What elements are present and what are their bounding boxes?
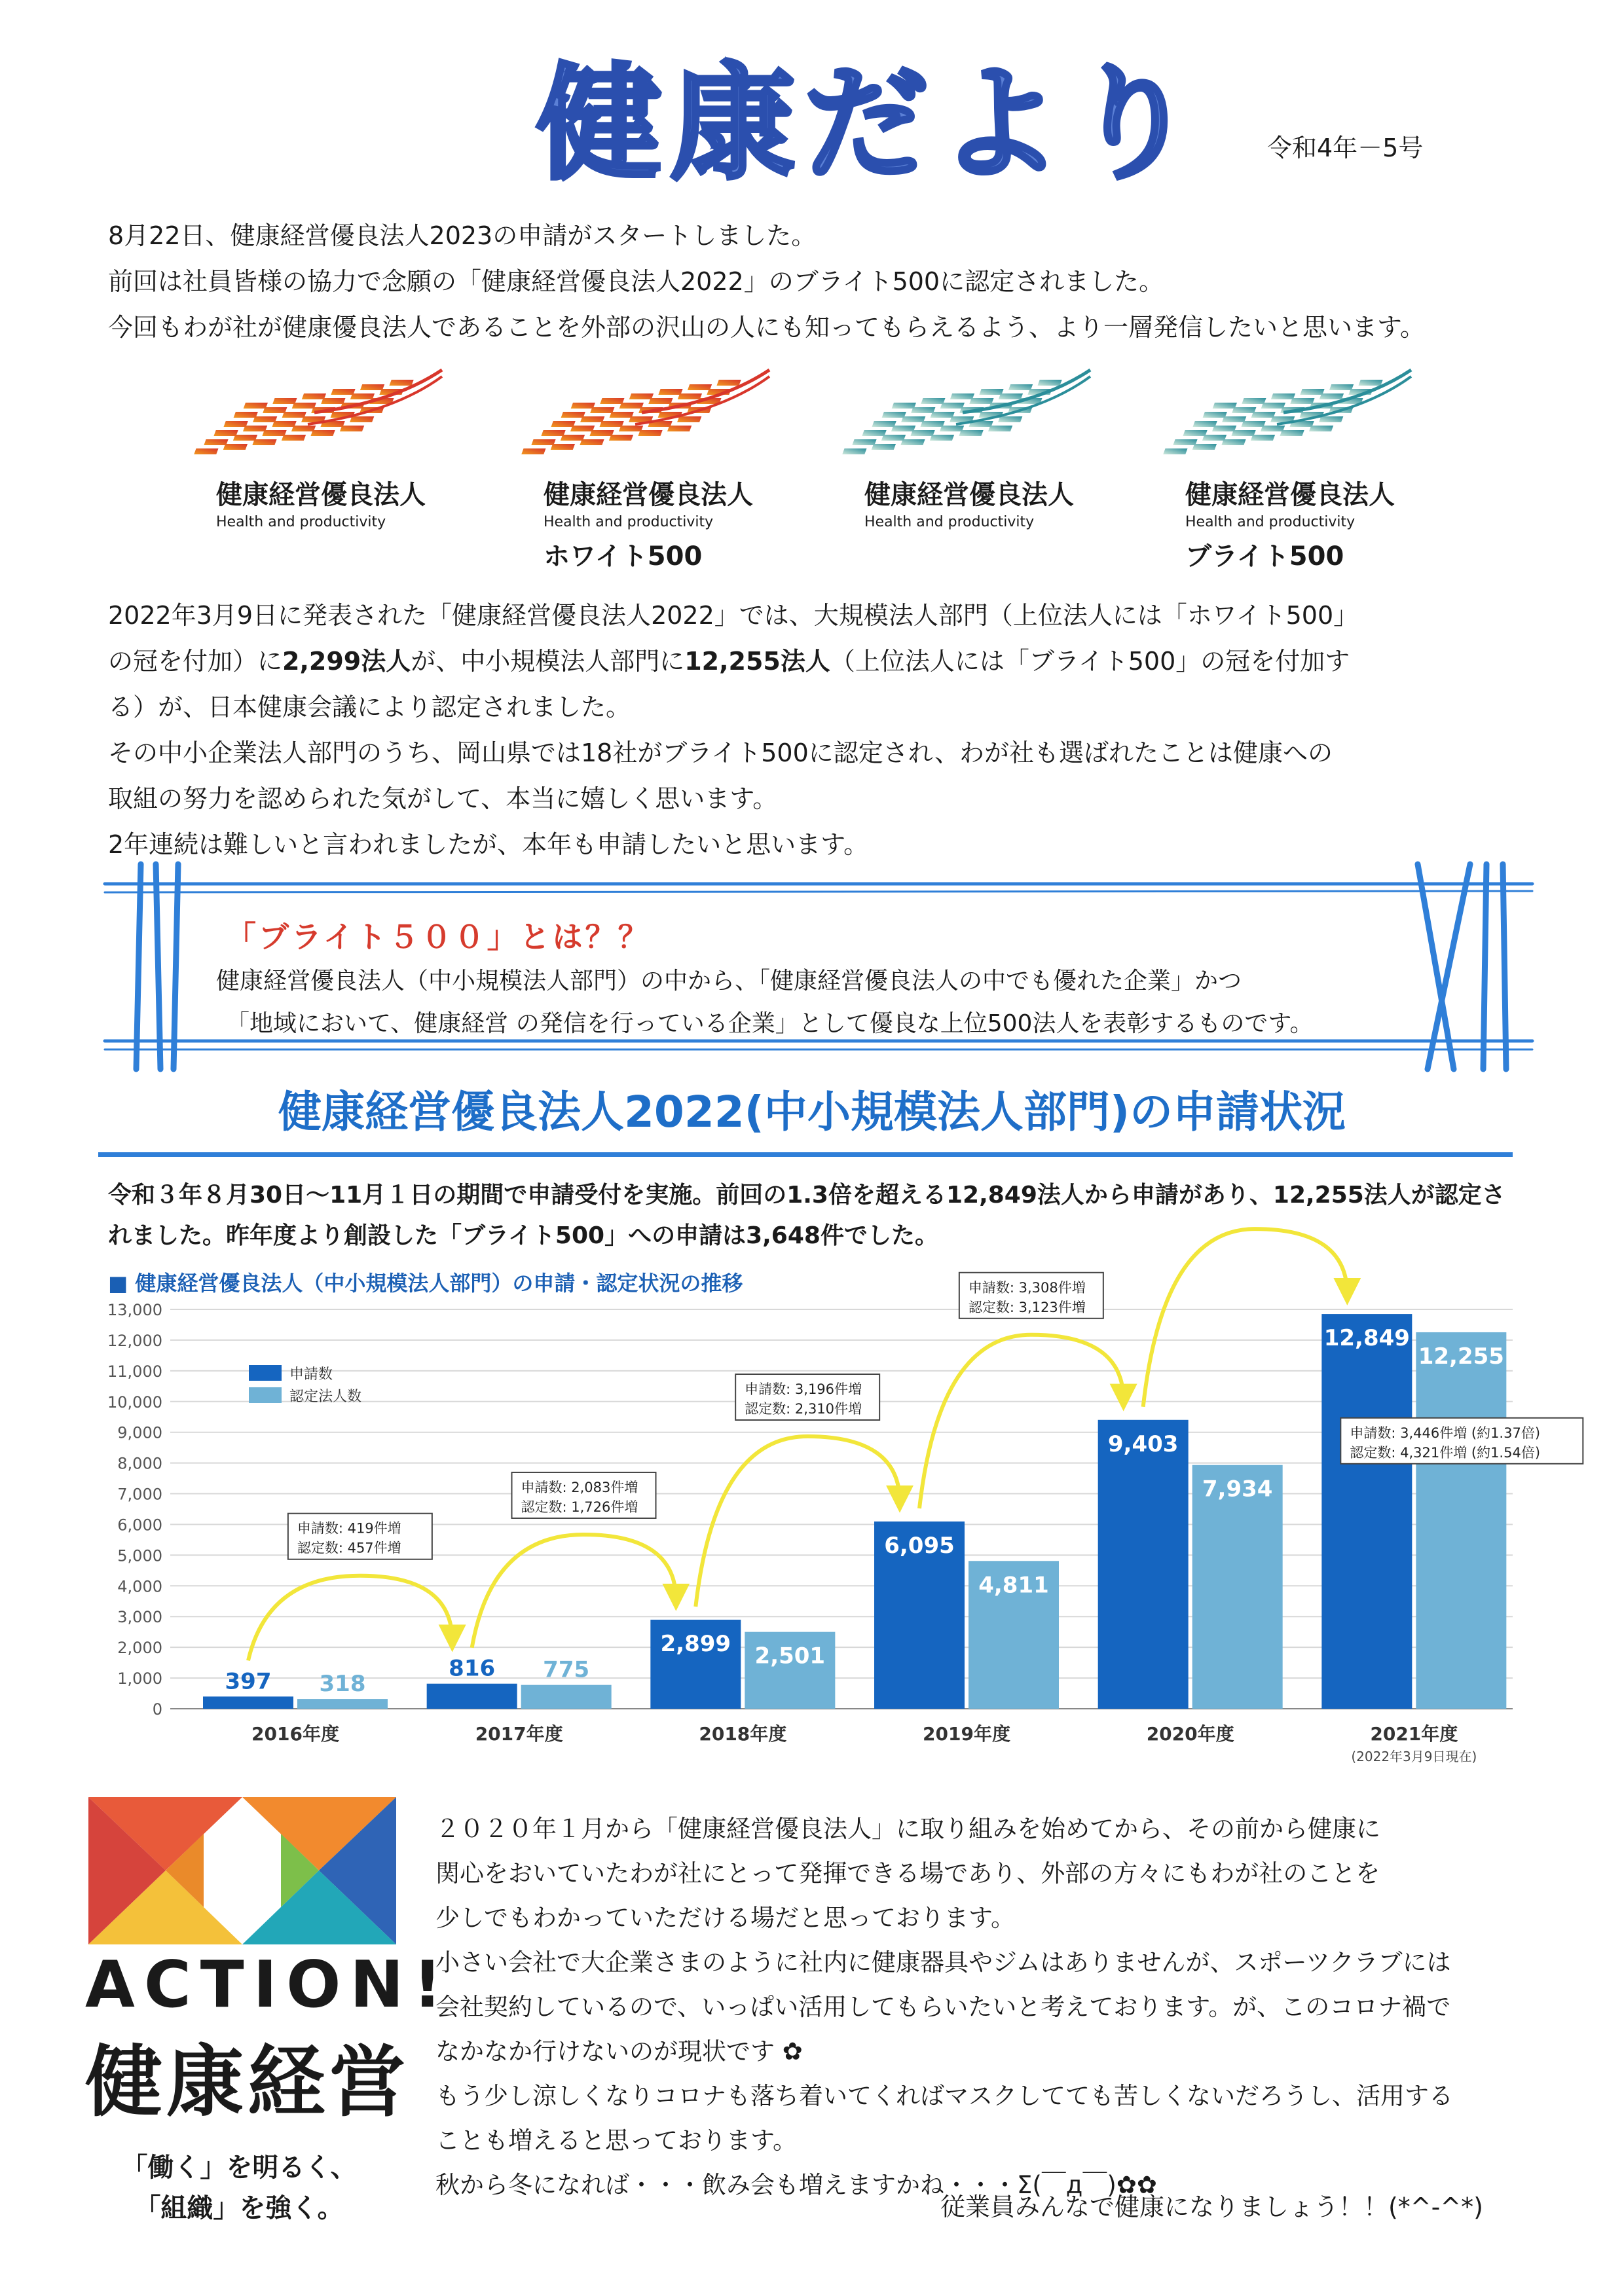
ribbon-stripe bbox=[1193, 421, 1217, 427]
ribbon-stripe bbox=[282, 435, 306, 441]
ribbon-stripe bbox=[940, 426, 964, 431]
ribbon-stripe bbox=[998, 416, 1022, 422]
ribbon-stripe bbox=[263, 407, 287, 413]
ribbon-stripe bbox=[931, 412, 955, 418]
intro-paragraph bbox=[108, 213, 1425, 350]
ribbon-stripe bbox=[1212, 426, 1236, 431]
ribbon-stripe bbox=[910, 430, 934, 436]
ribbon-stripe bbox=[1203, 412, 1227, 418]
ribbon-stripe bbox=[521, 448, 545, 454]
bar-certified bbox=[297, 1699, 388, 1709]
bar-applications bbox=[427, 1684, 517, 1709]
data-label: 318 bbox=[319, 1671, 366, 1698]
logo-english: Health and productivity bbox=[1185, 514, 1356, 530]
annotation-text: 認定数: 1,726件増 bbox=[521, 1499, 638, 1515]
ribbon-stripe bbox=[921, 421, 945, 427]
ribbon-stripe bbox=[881, 435, 906, 441]
y-tick-label: 10,000 bbox=[107, 1393, 162, 1412]
body-line: る）が、日本健康会議により認定されました。 bbox=[108, 693, 631, 721]
y-tick-label: 11,000 bbox=[107, 1362, 162, 1381]
data-label: 2,501 bbox=[754, 1643, 826, 1669]
bright-500-text: 「地域において、健康経営 の発信を行っている企業」として優良な上位500法人を表彰するものです。 bbox=[226, 1010, 1314, 1037]
flower-icon: ✿ bbox=[775, 2037, 803, 2066]
logo-english: Health and productivity bbox=[864, 514, 1035, 530]
ribbon-stripe bbox=[1261, 403, 1285, 409]
ribbon-stripe bbox=[658, 389, 682, 395]
ribbon-stripe bbox=[234, 412, 258, 418]
ribbon-stripe bbox=[204, 439, 228, 445]
ribbon-stripe bbox=[272, 421, 297, 427]
ribbon-stripe bbox=[561, 435, 585, 441]
ribbon-stripe bbox=[1242, 421, 1266, 427]
ribbon-stripe bbox=[950, 393, 974, 399]
ribbon-stripe bbox=[688, 384, 712, 390]
chart-title: ■ 健康経営優良法人（中小規模法人部門）の申請・認定状況の推移 bbox=[108, 1271, 743, 1296]
annotation-text: 認定数: 3,123件増 bbox=[968, 1299, 1086, 1315]
y-tick-label: 12,000 bbox=[107, 1331, 162, 1350]
annotation-text: 申請数: 2,083件増 bbox=[521, 1479, 638, 1495]
ribbon-stripe bbox=[1242, 398, 1266, 404]
section-divider bbox=[98, 1152, 1513, 1157]
ribbon-stripe bbox=[1251, 412, 1276, 418]
intro-line: 前回は社員皆様の協力で念願の「健康経営優良法人2022」のブライト500に認定されました。 bbox=[108, 267, 1164, 296]
body-line: 2022年3月9日に発表された「健康経営優良法人2022」では、大規模法人部門（上位法人には「ホワイト500」 bbox=[108, 601, 1359, 630]
ribbon-stripe bbox=[224, 421, 248, 427]
ribbon-stripe bbox=[1222, 416, 1246, 422]
ribbon-stripe bbox=[1271, 393, 1295, 399]
data-label: 7,934 bbox=[1202, 1476, 1273, 1503]
logo-bright-500 bbox=[1185, 367, 1434, 573]
ribbon-stripe bbox=[571, 403, 595, 409]
growth-arrow bbox=[472, 1535, 676, 1648]
bright-500-text: 健康経営優良法人（中小規模法人部門）の中から、「健康経営優良法人の中でも優れた企業」かつ bbox=[216, 968, 1242, 994]
intro-line: 8月22日、健康経営優良法人2023の申請がスタートしました。 bbox=[108, 221, 817, 250]
ribbon-stripe bbox=[292, 403, 316, 409]
ribbon-stripe bbox=[1329, 384, 1354, 390]
ribbon-stripe bbox=[541, 430, 565, 436]
y-tick-label: 8,000 bbox=[117, 1454, 162, 1473]
ribbon-stripe bbox=[253, 416, 277, 422]
ribbon-stripe bbox=[911, 407, 935, 413]
ribbon-stripe bbox=[1290, 398, 1314, 404]
slogan-line: 「働く」を明るく、 bbox=[121, 2153, 357, 2183]
y-tick-label: 1,000 bbox=[117, 1669, 162, 1688]
flower-icon: ✿✿ bbox=[1116, 2171, 1157, 2199]
ribbon-stripe bbox=[638, 430, 662, 436]
ribbon-logo-icon bbox=[864, 367, 1100, 465]
x-tick-label: 2016年度 bbox=[251, 1723, 339, 1745]
ribbon-logo-icon bbox=[216, 367, 452, 465]
ribbon-stripe bbox=[360, 384, 384, 390]
ribbon-stripe bbox=[610, 412, 634, 418]
ribbon-stripe bbox=[310, 430, 335, 436]
data-label: 6,095 bbox=[884, 1533, 955, 1559]
ribbon-stripe bbox=[1231, 430, 1255, 436]
ribbon-stripe bbox=[580, 416, 604, 422]
body-line: その中小企業法人部門のうち、岡山県では18社がブライト500に認定され、わが社も選ばれたことは健康への bbox=[108, 738, 1333, 767]
ribbon-stripe bbox=[1202, 435, 1227, 441]
ribbon-stripe bbox=[1221, 439, 1246, 445]
ribbon-stripe bbox=[194, 448, 218, 454]
ribbon-stripe bbox=[1358, 380, 1382, 386]
x-tick-label: 2017年度 bbox=[475, 1723, 563, 1745]
ribbon-stripe bbox=[1309, 426, 1333, 431]
body-line: の冠を付加）に2,299法人が、中小規模法人部門に12,255法人（上位法人には「ブライト500」の冠を付加す bbox=[108, 647, 1350, 676]
data-label: 397 bbox=[225, 1668, 272, 1695]
ribbon-stripe bbox=[842, 448, 866, 454]
ribbon-stripe bbox=[291, 426, 316, 431]
data-label: 2,899 bbox=[660, 1630, 731, 1657]
bar-applications bbox=[203, 1696, 293, 1709]
ribbon-stripe bbox=[667, 426, 692, 431]
ribbon-stripe bbox=[589, 430, 614, 436]
ribbon-stripe bbox=[1261, 426, 1285, 431]
y-tick-label: 13,000 bbox=[107, 1301, 162, 1319]
ribbon-stripe bbox=[930, 435, 954, 441]
y-tick-label: 6,000 bbox=[117, 1516, 162, 1535]
ribbon-stripe bbox=[213, 430, 238, 436]
bar-applications bbox=[1098, 1420, 1189, 1709]
annotation-text: 申請数: 3,446件増 (約1.37倍) bbox=[1350, 1425, 1541, 1441]
ribbon-stripe bbox=[882, 412, 906, 418]
data-label: 12,255 bbox=[1418, 1343, 1504, 1370]
data-label: 775 bbox=[543, 1656, 590, 1683]
x-tick-label: 2019年度 bbox=[923, 1723, 1010, 1745]
ribbon-stripe bbox=[852, 439, 876, 445]
action-label: ACTION! bbox=[85, 1948, 452, 2022]
ribbon-stripe bbox=[331, 389, 355, 395]
action-logo-icon bbox=[88, 1797, 396, 1944]
annotation-text: 認定数: 457件増 bbox=[297, 1540, 401, 1556]
ribbon-stripe bbox=[619, 426, 643, 431]
ribbon-stripe bbox=[531, 439, 555, 445]
x-tick-label: 2020年度 bbox=[1146, 1723, 1234, 1745]
ribbon-stripe bbox=[872, 421, 896, 427]
ribbon-stripe bbox=[350, 393, 375, 399]
y-tick-label: 0 bbox=[152, 1700, 162, 1719]
ribbon-stripe bbox=[223, 444, 248, 450]
ribbon-stripe bbox=[551, 421, 576, 427]
ribbon-stripe bbox=[1163, 448, 1187, 454]
ribbon-stripe bbox=[1213, 403, 1237, 409]
ribbon-stripe bbox=[988, 426, 1012, 431]
ribbon-stripe bbox=[244, 403, 268, 409]
ribbon-stripe bbox=[716, 380, 741, 386]
slogan-line: 「組織」を強く。 bbox=[134, 2193, 344, 2223]
data-label: 4,811 bbox=[978, 1572, 1049, 1599]
ribbon-stripe bbox=[561, 412, 585, 418]
bar-certified bbox=[1416, 1332, 1506, 1709]
ribbon-stripe bbox=[969, 398, 993, 404]
issue-number: 令和4年－5号 bbox=[1267, 134, 1424, 162]
ribbon-stripe bbox=[648, 398, 673, 404]
ribbon-stripe bbox=[570, 426, 595, 431]
y-tick-label: 3,000 bbox=[117, 1608, 162, 1627]
ribbon-logo-icon bbox=[1185, 367, 1421, 465]
data-label: 9,403 bbox=[1107, 1430, 1179, 1457]
ribbon-stripe bbox=[940, 403, 965, 409]
ribbon-stripe bbox=[619, 403, 644, 409]
annotation-text: 認定数: 4,321件増 (約1.54倍) bbox=[1350, 1444, 1541, 1461]
ribbon-logo-icon bbox=[544, 367, 779, 465]
ribbon-stripe bbox=[321, 398, 345, 404]
logo-name: 健康経営優良法人 bbox=[864, 480, 1074, 510]
ribbon-stripe bbox=[900, 439, 925, 445]
logo-rank: ブライト500 bbox=[1185, 541, 1344, 572]
ribbon-stripe bbox=[979, 389, 1003, 395]
ribbon-stripe bbox=[921, 398, 945, 404]
ribbon-stripe bbox=[551, 444, 575, 450]
closing-message: 従業員みんなで健康になりましょう！！(*^-^*) bbox=[940, 2193, 1483, 2221]
y-tick-label: 4,000 bbox=[117, 1577, 162, 1596]
section-text: 令和３年８月30日～11月１日の期間で申請受付を実施。前回の1.3倍を超える12,849法人から申請があり、12,255法人が認定さ れました。昨年度より創設した「ブライト500」への申請は3,648件でした。 bbox=[108, 1182, 1505, 1249]
bar-applications bbox=[1321, 1314, 1412, 1709]
ribbon-stripe bbox=[901, 416, 925, 422]
ribbon-stripe bbox=[629, 393, 654, 399]
y-tick-label: 9,000 bbox=[117, 1423, 162, 1442]
action-kanji: 健康経営 bbox=[85, 2037, 411, 2127]
ribbon-stripe bbox=[1319, 416, 1343, 422]
logo-health-productivity-teal bbox=[864, 367, 1113, 530]
ribbon-stripe bbox=[1173, 439, 1197, 445]
ribbon-stripe bbox=[892, 403, 916, 409]
annotation-text: 申請数: 3,308件増 bbox=[968, 1279, 1086, 1296]
ribbon-stripe bbox=[233, 435, 257, 441]
ribbon-stripe bbox=[1183, 430, 1207, 436]
ribbon-stripe bbox=[262, 430, 286, 436]
logo-name: 健康経営優良法人 bbox=[544, 480, 753, 510]
large-corp-count: 2,299法人 bbox=[282, 647, 411, 676]
logo-name: 健康経営優良法人 bbox=[1185, 480, 1395, 510]
newsletter-title: 健康だより bbox=[537, 52, 1206, 196]
y-tick-label: 2,000 bbox=[117, 1639, 162, 1658]
ribbon-stripe bbox=[1008, 384, 1033, 390]
bright-500-heading: 「ブライト５００」とは？？ bbox=[226, 919, 651, 955]
ribbon-stripe bbox=[590, 407, 614, 413]
ribbon-stripe bbox=[678, 393, 702, 399]
legend-swatch bbox=[249, 1365, 282, 1381]
ribbon-stripe bbox=[252, 439, 276, 445]
ribbon-stripe bbox=[1037, 380, 1061, 386]
body-line: 2年連続は難しいと言われましたが、本年も申請したいと思います。 bbox=[108, 830, 869, 859]
ribbon-stripe bbox=[282, 412, 306, 418]
ribbon-stripe bbox=[350, 416, 374, 422]
x-tick-label: 2021年度 bbox=[1370, 1723, 1458, 1745]
growth-arrow bbox=[919, 1335, 1124, 1508]
ribbon-stripe bbox=[243, 426, 267, 431]
section-title: 健康経営優良法人2022(中小規模法人部門)の申請状況 bbox=[278, 1087, 1346, 1137]
ribbon-stripe bbox=[872, 444, 896, 450]
body-line: 取組の努力を認められた気がして、本当に嬉しく思います。 bbox=[108, 784, 778, 813]
ribbon-stripe bbox=[302, 393, 326, 399]
x-tick-label: 2018年度 bbox=[699, 1723, 787, 1745]
ribbon-stripe bbox=[600, 421, 624, 427]
ribbon-stripe bbox=[600, 398, 624, 404]
legend-label: 申請数 bbox=[289, 1366, 333, 1383]
legend-swatch bbox=[249, 1387, 282, 1403]
ribbon-stripe bbox=[959, 430, 983, 436]
ribbon-stripe bbox=[272, 398, 297, 404]
ribbon-stripe bbox=[1280, 430, 1304, 436]
annotation-text: 認定数: 2,310件増 bbox=[745, 1401, 862, 1417]
ribbon-stripe bbox=[1251, 435, 1275, 441]
logo-white-500 bbox=[544, 367, 792, 573]
logo-name: 健康経営優良法人 bbox=[216, 480, 426, 510]
data-label: 12,849 bbox=[1323, 1325, 1410, 1352]
sme-count: 12,255法人 bbox=[684, 647, 830, 676]
growth-arrow bbox=[695, 1436, 900, 1607]
ribbon-stripe bbox=[891, 426, 915, 431]
logo-rank: ホワイト500 bbox=[544, 541, 703, 572]
ribbon-stripe bbox=[389, 380, 413, 386]
ribbon-stripe bbox=[1232, 407, 1256, 413]
category-note: (2022年3月9日現在) bbox=[1351, 1749, 1477, 1764]
data-label: 816 bbox=[449, 1655, 496, 1682]
bar-certified bbox=[521, 1685, 612, 1709]
ribbon-stripe bbox=[1320, 393, 1344, 399]
ribbon-stripe bbox=[580, 439, 604, 445]
y-tick-label: 7,000 bbox=[117, 1485, 162, 1504]
ribbon-stripe bbox=[862, 430, 886, 436]
ribbon-stripe bbox=[609, 435, 633, 441]
intro-line: 今回もわが社が健康優良法人であることを外部の沢山の人にも知ってもらえるよう、より一層発信したいと思います。 bbox=[108, 313, 1425, 342]
ribbon-stripe bbox=[1300, 389, 1324, 395]
legend-label: 認定法人数 bbox=[289, 1389, 362, 1405]
ribbon-stripe bbox=[677, 416, 701, 422]
ribbon-stripe bbox=[1192, 444, 1217, 450]
annotation-text: 申請数: 3,196件増 bbox=[745, 1381, 862, 1398]
closing-paragraph: ２０２０年１月から「健康経営優良法人」に取り組みを始めてから、その前から健康に 関心をおいていたわが社にとって発揮できる場であり、外部の方々にもわが社のことを 少しでもわかっていただける場だと思っております。 小さい会社で大企業さまのように社内に健康器具やジムはありませんが、スポーツクラブには 会社契約しているので、いっぱい活用してもらいたいと考えております。が、このコロナ禍で なかなか行けないのが現状です ✿ もう少し涼しくなりコロナも落ち着いてくればマスクしてても苦しくないだろうし、活用する ことも増えると思っております。 秋から冬になれば・・・飲み会も増えますかね・・・Σ(￣д￣)✿✿ bbox=[435, 1815, 1453, 2199]
logo-english: Health and productivity bbox=[216, 514, 386, 530]
body-paragraph bbox=[108, 592, 1358, 867]
logo-english: Health and productivity bbox=[544, 514, 714, 530]
logo-health-productivity bbox=[216, 367, 465, 530]
annotation-text: 申請数: 419件増 bbox=[297, 1520, 401, 1537]
ribbon-stripe bbox=[999, 393, 1023, 399]
ribbon-stripe bbox=[340, 426, 364, 431]
y-tick-label: 5,000 bbox=[117, 1546, 162, 1565]
